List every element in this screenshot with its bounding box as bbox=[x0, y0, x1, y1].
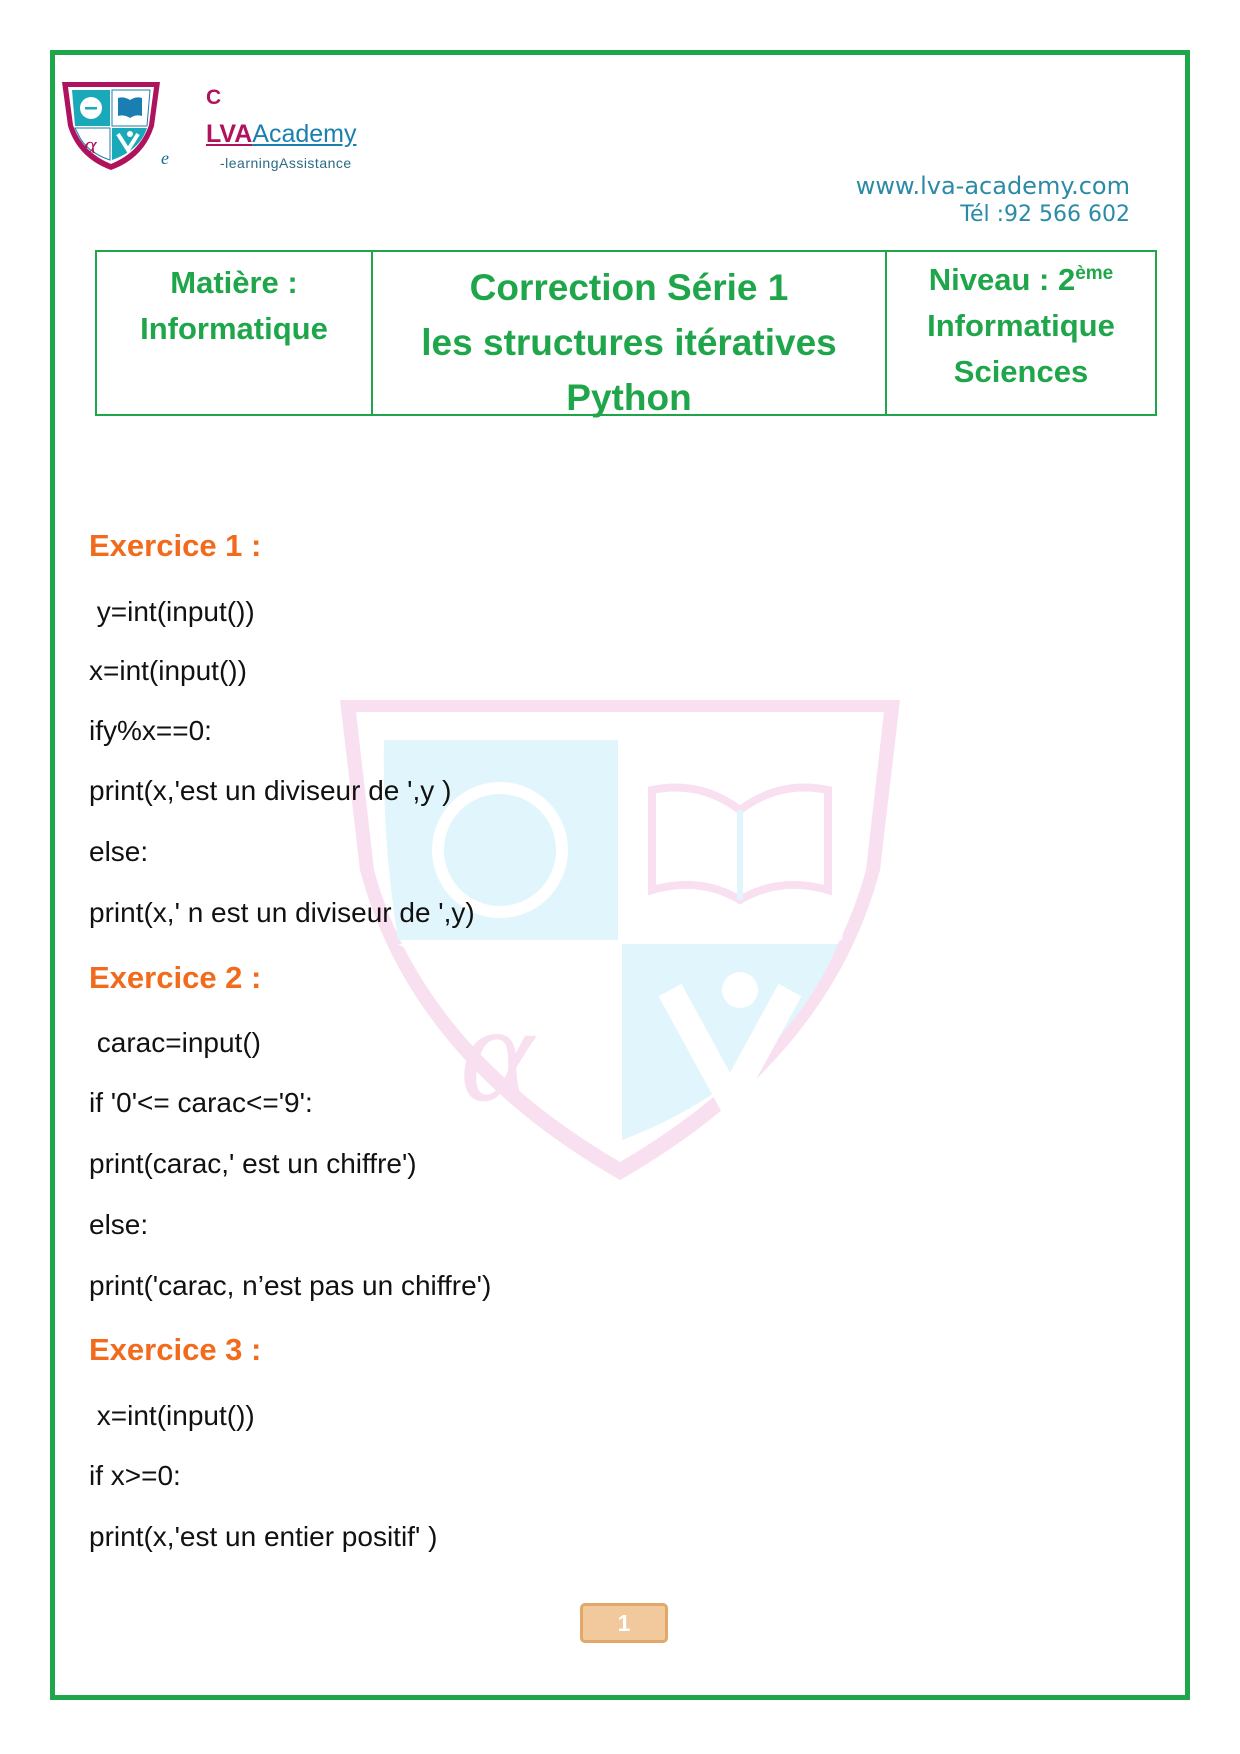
level-cell bbox=[887, 252, 1155, 414]
exercise-3-line-2: if x>=0: bbox=[89, 1460, 181, 1491]
exercise-2-line-4: else: bbox=[89, 1209, 149, 1240]
document-title-line3: Python bbox=[566, 377, 692, 418]
exercise-1-line-2: x=int(input()) bbox=[89, 655, 247, 686]
exercise-2-line-3: print(carac,' est un chiffre') bbox=[89, 1148, 417, 1179]
exercise-2-line-1: carac=input() bbox=[89, 1027, 261, 1058]
exercise-1-line-5: else: bbox=[89, 836, 149, 867]
exercise-1-line-4: print(x,'est un diviseur de ',y ) bbox=[89, 775, 452, 806]
brand-tagline: -learningAssistance bbox=[220, 155, 352, 171]
lva-academy-logo bbox=[58, 78, 164, 172]
subject-value: Informatique bbox=[140, 311, 328, 346]
watermark-shield bbox=[340, 700, 900, 1180]
brand-name bbox=[206, 120, 357, 149]
exercise-3-line-1: x=int(input()) bbox=[89, 1400, 255, 1431]
level-line2: Informatique bbox=[927, 308, 1115, 343]
brand-e: e bbox=[161, 148, 169, 168]
exercise-3-line-3: print(x,'est un entier positif' ) bbox=[89, 1521, 438, 1552]
website-link[interactable]: www.lva-academy.com bbox=[855, 172, 1130, 200]
info-table bbox=[95, 250, 1157, 416]
svg-text:α: α bbox=[460, 976, 534, 1131]
brand-lva: LVA bbox=[206, 120, 253, 148]
level-prefix: Niveau : 2 bbox=[928, 262, 1076, 297]
document-title-line1: Correction Série 1 bbox=[469, 267, 789, 308]
brand-initial: C bbox=[206, 86, 222, 109]
phone-number: Tél :92 566 602 bbox=[960, 202, 1130, 227]
exercise-2-title: Exercice 2 : bbox=[89, 960, 262, 995]
exercise-3-title: Exercice 3 : bbox=[89, 1332, 262, 1367]
exercise-1-line-6: print(x,' n est un diviseur de ',y) bbox=[89, 897, 475, 928]
subject-label: Matière : bbox=[170, 265, 298, 300]
exercise-2-line-2: if '0'<= carac<='9': bbox=[89, 1087, 313, 1118]
exercise-1-title: Exercice 1 : bbox=[89, 528, 262, 563]
document-title-line2: les structures itératives bbox=[421, 322, 837, 363]
level-label bbox=[887, 257, 1155, 303]
title-cell bbox=[373, 252, 887, 418]
page-number-badge: 1 bbox=[580, 1603, 668, 1643]
exercise-1-line-3: ify%x==0: bbox=[89, 715, 212, 746]
subject-cell bbox=[97, 252, 373, 414]
contact-block bbox=[856, 172, 1130, 227]
level-superscript: ème bbox=[1075, 263, 1114, 284]
brand-academy: Academy bbox=[252, 120, 357, 148]
exercise-2-line-5: print('carac, n’est pas un chiffre') bbox=[89, 1270, 492, 1301]
exercise-1-line-1: y=int(input()) bbox=[89, 596, 255, 627]
svg-text:α: α bbox=[84, 133, 97, 159]
level-line3: Sciences bbox=[953, 354, 1089, 389]
